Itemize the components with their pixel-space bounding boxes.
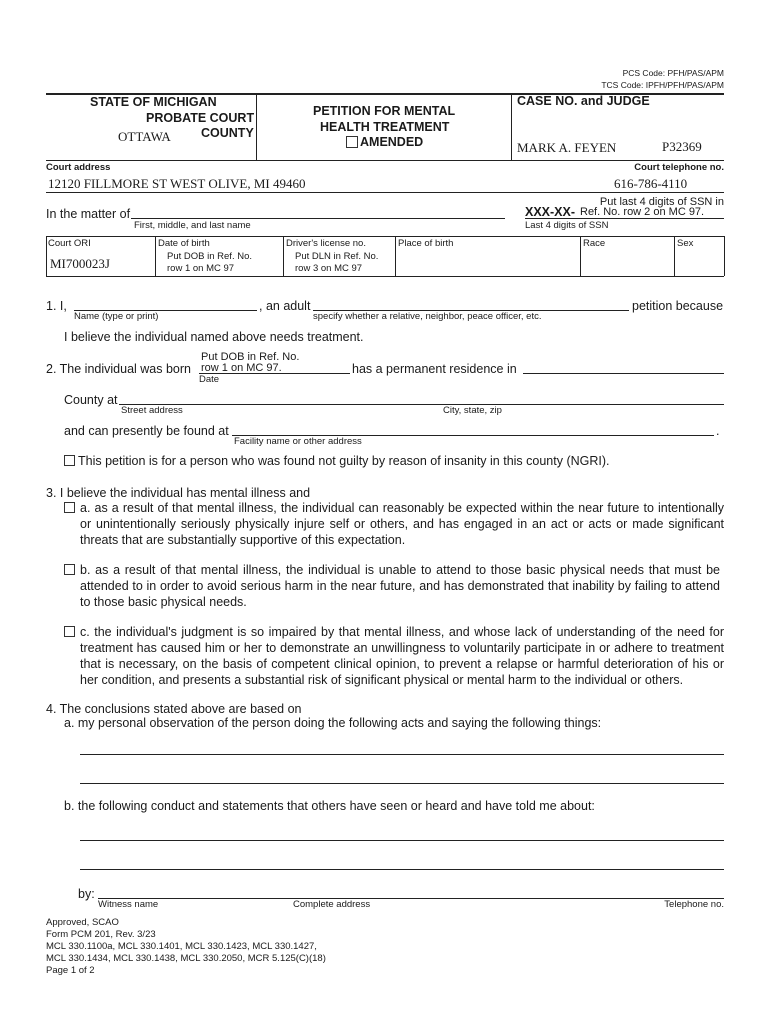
id-row-divider-1: [155, 236, 156, 276]
sex-label: Sex: [677, 238, 694, 249]
matter-name-line[interactable]: [131, 218, 505, 219]
item3c-text: c. the individual's judgment is so impaired by that mental illness, and whose lack of understanding of the need for treatment has caused him or her to demonstrate an unwillingness to voluntarily participate in or adhere to treatment that is necessary, on the basis of competent clinical opinion, to prevent a relapse or harmful deterioration of his or her condition, and presents a substantial risk of significant physical or mental harm to the individual or others.: [80, 625, 724, 687]
dl-label: Driver's license no.: [286, 238, 366, 249]
tcs-code: TCS Code: IPFH/PFH/PAS/APM: [601, 80, 724, 90]
case-label: CASE NO. and JUDGE: [517, 94, 650, 108]
item3b-checkbox[interactable]: [64, 564, 75, 575]
item2-born: 2. The individual was born: [46, 362, 191, 376]
item2-dob-line[interactable]: [199, 373, 350, 374]
header-bottom-rule: [46, 160, 724, 161]
item2-city-caption: City, state, zip: [443, 405, 502, 416]
id-row-divider-2: [283, 236, 284, 276]
court-ori-label: Court ORI: [48, 238, 91, 249]
dob-label: Date of birth: [158, 238, 210, 249]
item1-adult: , an adult: [259, 299, 311, 313]
id-row-divider-4: [580, 236, 581, 276]
ssn-prefix[interactable]: XXX-XX-: [525, 205, 576, 219]
item3-intro: 3. I believe the individual has mental illness and: [46, 486, 311, 500]
witness-address-caption: Complete address: [293, 899, 371, 910]
court-phone-value[interactable]: 616-786-4110: [614, 176, 688, 191]
race-label: Race: [583, 238, 606, 249]
id-row-bottom: [46, 276, 724, 277]
id-row-divider-3: [395, 236, 396, 276]
item4a-line-1[interactable]: [80, 754, 724, 755]
by-label: by:: [78, 887, 95, 901]
court-address-label: Court address: [46, 162, 111, 173]
court-address-rule: [46, 192, 724, 193]
item2-dob-hint-2: row 1 on MC 97.: [201, 362, 282, 374]
footer-page: Page 1 of 2: [46, 965, 95, 976]
form-title-line2: HEALTH TREATMENT: [320, 120, 450, 134]
amended-label: AMENDED: [360, 135, 424, 149]
ngri-text: This petition is for a person who was found not guilty by reason of insanity in this county (NGRI).: [78, 454, 610, 468]
item3c-checkbox[interactable]: [64, 626, 75, 637]
item4b-text: b. the following conduct and statements that others have seen or heard and have told me about:: [64, 799, 595, 813]
item4b-line-1[interactable]: [80, 840, 724, 841]
item2-dob-hint-1: Put DOB in Ref. No.: [201, 351, 300, 363]
item2-period: .: [716, 424, 720, 438]
footer-form-number: Form PCM 201, Rev. 3/23: [46, 929, 156, 940]
item2-county-at: County at: [64, 393, 118, 407]
item1-relationship-caption: specify whether a relative, neighbor, peace officer, etc.: [313, 311, 542, 322]
dob-hint-1: Put DOB in Ref. No.: [167, 251, 253, 262]
item3a-checkbox[interactable]: [64, 502, 75, 513]
court-name: PROBATE COURT: [146, 111, 255, 125]
dob-hint-2: row 1 on MC 97: [167, 263, 235, 274]
judge-name[interactable]: MARK A. FEYEN: [517, 140, 617, 155]
item2-street-caption: Street address: [121, 405, 183, 416]
witness-name-caption: Witness name: [98, 899, 159, 910]
id-row-divider-5: [674, 236, 675, 276]
state-name: STATE OF MICHIGAN: [90, 95, 217, 109]
item2-found-at: and can presently be found at: [64, 424, 229, 438]
judge-bar-number[interactable]: P32369: [662, 139, 702, 154]
footer-mcl-2: MCL 330.1434, MCL 330.1438, MCL 330.2050, MCR 5.125(C)(18): [46, 953, 326, 964]
witness-line[interactable]: [98, 898, 724, 899]
id-row-border-left: [46, 236, 47, 276]
item2-facility-caption: Facility name or other address: [234, 436, 362, 447]
item1-belief: I believe the individual named above needs treatment.: [64, 330, 364, 344]
id-row-top: [46, 236, 724, 237]
ssn-hint-line2: Ref. No. row 2 on MC 97.: [580, 206, 705, 218]
pob-label: Place of birth: [398, 238, 454, 249]
item1-name-caption: Name (type or print): [74, 311, 159, 322]
form-title-line1: PETITION FOR MENTAL: [313, 104, 456, 118]
item4-intro: 4. The conclusions stated above are based on: [46, 702, 302, 716]
county-label: COUNTY: [201, 126, 254, 140]
ssn-line: [525, 218, 724, 219]
dl-hint-1: Put DLN in Ref. No.: [295, 251, 379, 262]
item2-street-line[interactable]: [119, 404, 724, 405]
item4b-line-2[interactable]: [80, 869, 724, 870]
witness-phone-caption: Telephone no.: [664, 899, 724, 910]
item1-number: 1. I,: [46, 299, 67, 313]
matter-label: In the matter of: [46, 207, 131, 221]
item1-because: petition because: [632, 299, 724, 313]
county-value[interactable]: OTTAWA: [118, 129, 171, 144]
id-row-border-right: [724, 236, 725, 276]
ssn-caption: Last 4 digits of SSN: [525, 220, 609, 231]
dl-hint-2: row 3 on MC 97: [295, 263, 363, 274]
amended-checkbox[interactable]: [346, 136, 358, 148]
court-address-value[interactable]: 12120 FILLMORE ST WEST OLIVE, MI 49460: [48, 176, 306, 191]
court-phone-label: Court telephone no.: [634, 162, 724, 173]
item4a-line-2[interactable]: [80, 783, 724, 784]
item4a-text: a. my personal observation of the person doing the following acts and saying the following things:: [64, 716, 602, 730]
ngri-checkbox[interactable]: [64, 455, 75, 466]
item2-residence: has a permanent residence in: [352, 362, 517, 376]
ssn-hint-line1: Put last 4 digits of SSN in: [599, 196, 724, 208]
item3b-text: b. as a result of that mental illness, the individual is unable to attend to those basic physical needs that must be attended to in order to avoid serious harm in the near future, and has demonstrated that inability by failing to attend to those basic physical needs.: [80, 563, 720, 609]
item3a-text: a. as a result of that mental illness, the individual can reasonably be expected within the near future to intentionally or unintentionally seriously physically injure self or others, and has engaged in an act or acts or made significant threats that are substantially supportive of this expectation.: [80, 501, 724, 547]
item2-county-line[interactable]: [523, 373, 724, 374]
header-divider-left: [256, 94, 257, 160]
header-divider-right: [511, 94, 512, 160]
pcs-code: PCS Code: PFH/PAS/APM: [622, 68, 724, 78]
matter-name-caption: First, middle, and last name: [134, 220, 251, 231]
court-ori-value[interactable]: MI700023J: [50, 256, 110, 271]
item2-date-caption: Date: [199, 374, 220, 385]
footer-approved: Approved, SCAO: [46, 917, 119, 928]
footer-mcl-1: MCL 330.1100a, MCL 330.1401, MCL 330.1423, MCL 330.1427,: [46, 941, 317, 952]
